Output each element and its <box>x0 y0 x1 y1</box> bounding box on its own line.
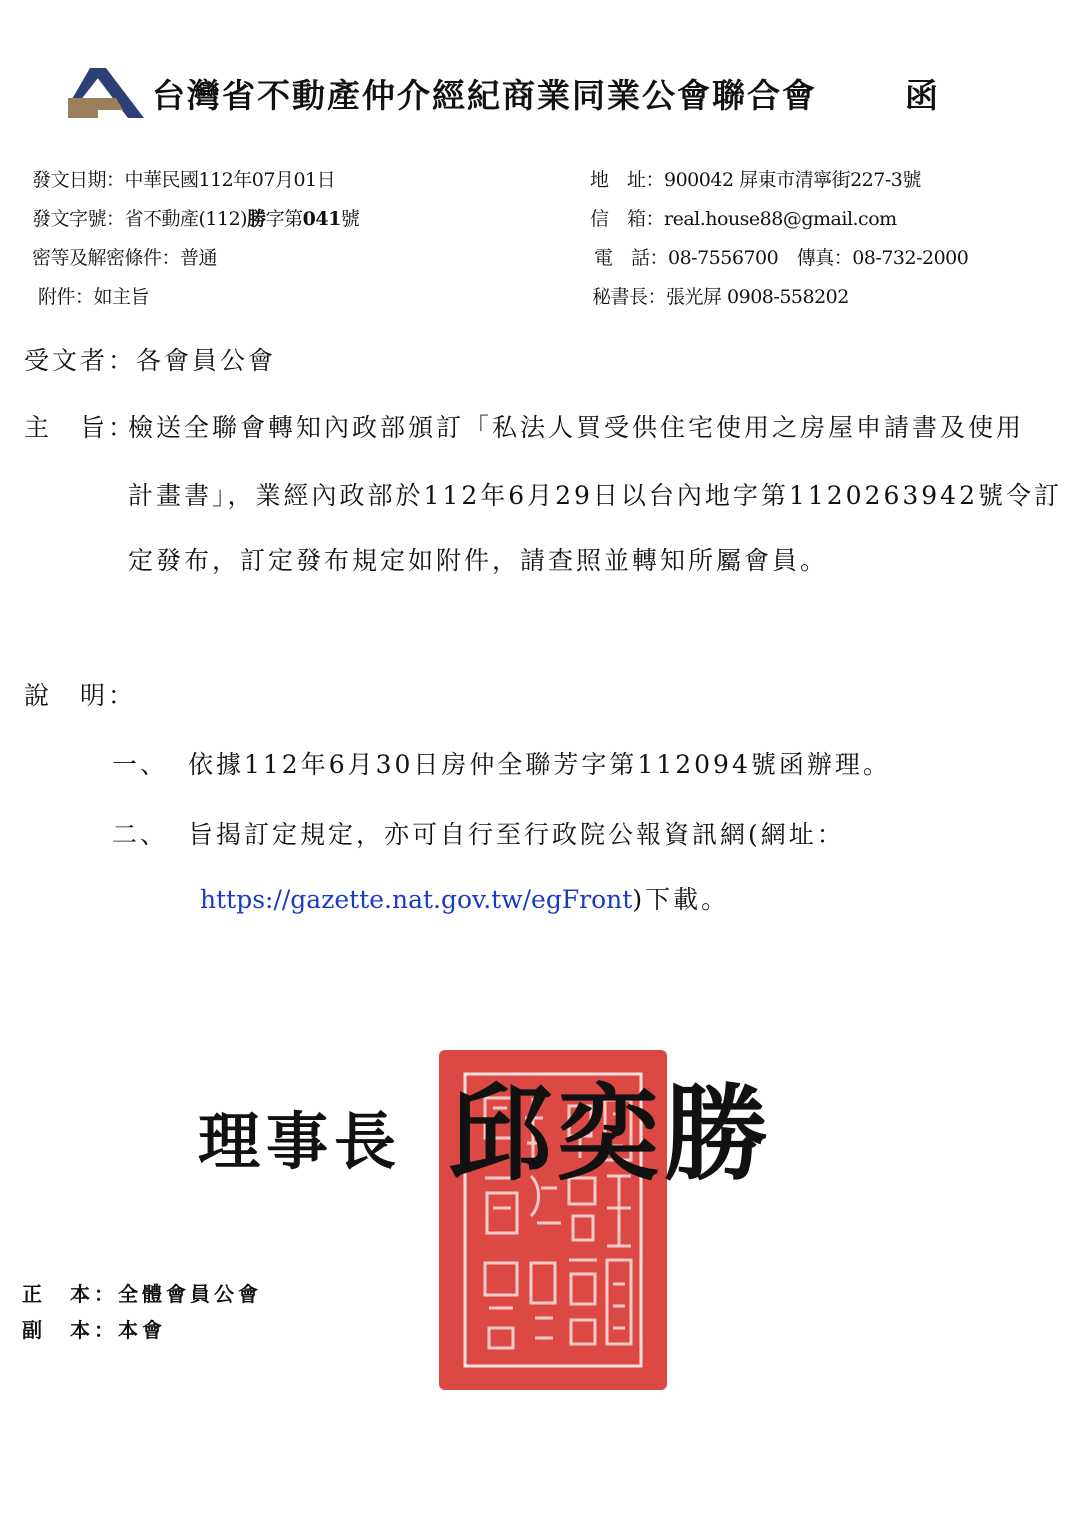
organization-name: 台灣省不動產仲介經紀商業同業公會聯合會 <box>152 76 817 115</box>
chairman-title: 理事長 <box>198 1105 403 1178</box>
document-number-value: 041 <box>302 208 341 230</box>
issue-date: 發文日期：中華民國112年07月01日 <box>32 169 336 191</box>
email: 信 箱：real.house88@gmail.com <box>590 208 897 230</box>
explanation-item-1-number: 一、 <box>112 750 169 779</box>
security-level: 密等及解密條件：普通 <box>32 247 218 269</box>
original-recipients: 正 本：全體會員公會 <box>22 1282 262 1306</box>
document-number-prefix: 發文字號：省不動產(112) <box>32 208 248 230</box>
subject-label: 主 旨： <box>24 413 137 442</box>
explanation-item-1-text: 依據112年6月30日房仲全聯芳字第112094號函辦理。 <box>188 750 891 779</box>
attachment-note: 附件：如主旨 <box>38 286 150 308</box>
url-suffix: )下載。 <box>632 885 730 914</box>
document-type: 函 <box>905 76 938 115</box>
explanation-label: 說 明： <box>24 681 137 710</box>
document-number-char: 勝 <box>247 208 266 230</box>
document-number-mid: 字第 <box>265 208 303 230</box>
secretary-general: 秘書長：張光屏 0908-558202 <box>592 286 849 308</box>
explanation-item-2-number: 二、 <box>112 820 169 849</box>
phone-fax: 電 話：08-7556700 傳真：08-732-2000 <box>594 247 969 269</box>
gazette-link[interactable]: https://gazette.nat.gov.tw/egFront <box>200 885 633 914</box>
url-line <box>200 880 729 916</box>
recipient: 受文者：各會員公會 <box>24 346 277 375</box>
subject-line-3: 定發布，訂定發布規定如附件，請查照並轉知所屬會員。 <box>128 546 829 575</box>
organization-logo <box>68 68 144 118</box>
chairman-name: 邱奕勝 <box>448 1073 773 1195</box>
document-number <box>32 204 359 231</box>
copy-recipients: 副 本：本會 <box>22 1318 166 1342</box>
address: 地 址：900042 屏東市清寧街227-3號 <box>590 169 921 191</box>
subject-line-1: 檢送全聯會轉知內政部頒訂「私法人買受供住宅使用之房屋申請書及使用 <box>128 413 1025 442</box>
document-number-suffix: 號 <box>340 208 360 230</box>
explanation-item-2-text: 旨揭訂定規定，亦可自行至行政院公報資訊網(網址： <box>188 820 845 849</box>
subject-line-2: 計畫書」，業經內政部於112年6月29日以台內地字第1120263942號令訂 <box>128 481 1062 510</box>
